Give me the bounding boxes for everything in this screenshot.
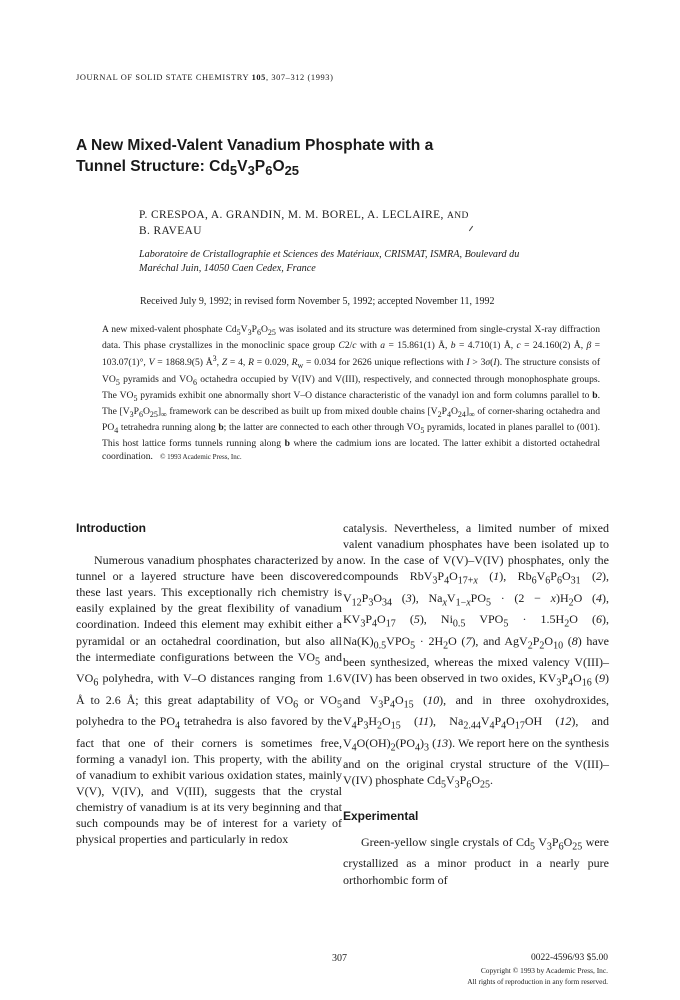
- article-title: A New Mixed-Valent Vanadium Phosphate with a Tunnel Structure: $Cd_5V_3P_6O_{25}$: [76, 137, 434, 179]
- journal-name: JOURNAL OF SOLID STATE CHEMISTRY: [76, 73, 249, 82]
- author-list: P. CRESPOA, A. GRANDIN, M. M. BOREL, A. LECLAIRE, AND B. RAVEAU: [139, 209, 469, 237]
- issn-price: 0022-4596/93 $5.00: [530, 953, 608, 963]
- journal-pages-year: , 307–312 (1993): [265, 73, 334, 82]
- journal-volume: 105: [251, 73, 266, 82]
- copyright-notice: Copyright © 1993 by Academic Press, Inc. All rights of reproduction in any form reserved.: [467, 966, 608, 986]
- left-column: [76, 520, 342, 847]
- abstract: A new mixed-valent phosphate $Cd_5V_3P_6O_{25}$ was isolated and its structure was determined from single-crystal X-ray diffraction data. This phase crystallizes in the monoclinic space group C2/c with a = 15.861(1) Å, b = 4.710(1) Å, c = 24.160(2) Å, β = 103.07(1)°, V = 1868.9(5) $Å^3$, Z = 4, R = 0.029, $R_w = 0.034$ for 2626 unique reflections with I > 3σ(I). The structure consists of $VO_5$ pyramids and $VO_6$ octahedra occupied by V(IV) and V(III), respectively, and connected through monophosphate groups. The $VO_5$ pyramids exhibit one abnormally short V–O distance characteristic of the vanadyl ion and form columns parallel to b. The $[V_3P_6O_{25}]_\infty$ framework can be described as built up from mixed double chains $[V_2P_4O_{24}]_\infty$ of corner-sharing octahedra and $PO_4$ tetrahedra running along b; the latter are connected to each other through $VO_5$ pyramids, located in planes parallel to (001). This host lattice forms tunnels running along b where the cadmium ions are located. The latter exhibit a distorted octahedral coordination. © 1993 Academic Press, Inc.: [102, 324, 601, 463]
- introduction-heading: Introduction: [76, 521, 146, 535]
- experimental-heading: Experimental: [343, 808, 419, 823]
- page-number: 307: [332, 953, 347, 964]
- author-affiliation: Laboratoire de Cristallographie et Sciences des Matériaux, CRISMAT, ISMRA, Boulevard du Maréchal Juin, 14050 Caen Cedex, France: [139, 249, 520, 274]
- introduction-paragraph: Numerous vanadium phosphates characterized by a tunnel or a layered structure have been discovered these last years. This exceptionally rich chemistry is easily explained by the great flexibility of vanadium coordination. Indeed this element may exhibit either a pyramidal or an octahedral coordination, but also all the intermediate configurations between the $VO_5$ and $VO_6$ polyhedra, with V–O distances ranging from 1.6 Å to 2.6 Å; this great adaptability of $VO_6$ or $VO_5$ polyhedra to the $PO_4$ tetrahedra is also favored by the fact that one of their corners is sometimes free, forming a vanadyl ion. This property, with the ability of vanadium to exhibit various oxidation states, mainly V(V), V(IV), and V(III), suggests that the crystal chemistry of vanadium is at its very beginning and that such compounds may be of interest for a variety of physical properties and particularly in redox: [76, 553, 343, 847]
- introduction-continued: catalysis. Nevertheless, a limited number of mixed valent vanadium phosphates have been isolated up to now. In the case of V(V)–V(IV) phosphates, only the compounds $RbV_3P_4O_{17+x}$ (1), $Rb_6V_6P_6O_{31}$ (2), $V_{12}P_3O_{34}$ (3), $Na_xV_{1-x}PO_5 \cdot (2 - x)H_2O$ (4), $KV_3P_4O_{17}$ (5), $Ni_{0.5}$ $VPO_5 \cdot 1.5H_2O$ (6), $Na(K)_{0.5}VPO_5 \cdot 2H_2O$ (7), and $AgV_2P_2O_{10}$ (8) have been synthesized, whereas the mixed valency V(III)–V(IV) has been observed in two oxides, $KV_3P_4O_{16}$ (9) and $V_3P_4O_{15}$ (10), and in three oxohydroxides, $V_4P_3H_2O_{15}$ (11), $Na_{2.44}V_4P_4O_{17}OH$ (12), and $V_4O(OH)_2(PO_4)_3$ (13). We report here on the synthesis and on the original crystal structure of the V(III)–V(IV) phosphate $Cd_5V_3P_6O_{25}$.: [343, 521, 610, 791]
- right-column: [343, 520, 609, 888]
- experimental-paragraph: Green-yellow single crystals of $Cd_5$ $V_3P_6O_{25}$ were crystallized as a minor product in a nearly pure orthorhombic form of: [343, 834, 609, 887]
- journal-header: [76, 73, 333, 82]
- received-dates: Received July 9, 1992; in revised form November 5, 1992; accepted November 11, 1992: [140, 296, 495, 307]
- abstract-copyright: © 1993 Academic Press, Inc.: [160, 453, 242, 462]
